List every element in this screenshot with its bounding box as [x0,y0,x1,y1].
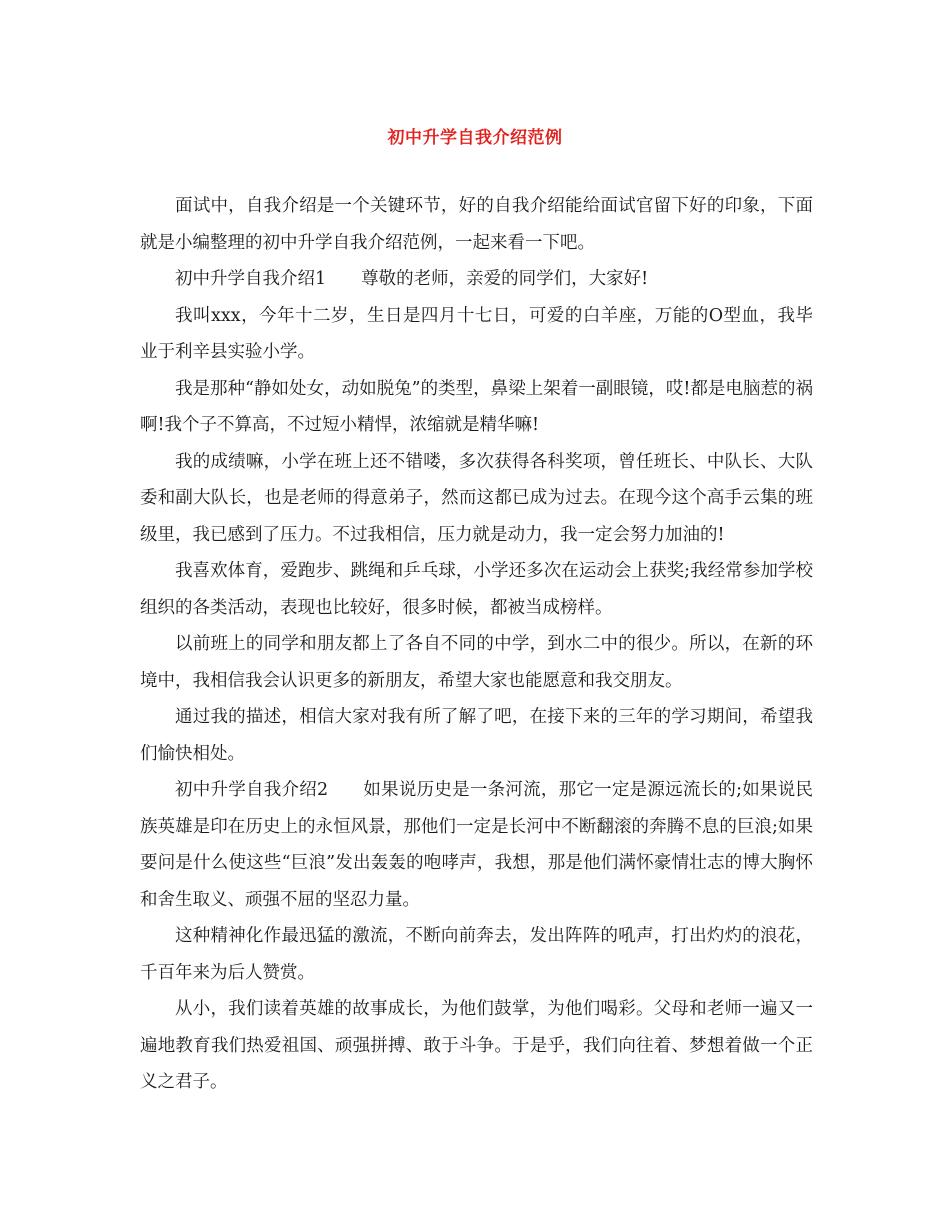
document-title: 初中升学自我介绍范例 [387,128,563,148]
paragraph [140,699,813,772]
section-heading: 初中升学自我介绍1 [175,269,327,289]
paragraph-text: 这种精神化作最迅猛的激流，不断向前奔去，发出阵阵的吼声，打出灼灼的浪花，千百年来为后人赞赏。 [140,926,813,983]
paragraph [140,371,813,444]
paragraph-text: 通过我的描述，相信大家对我有所了解了吧，在接下来的三年的学习期间，希望我们愉快相处。 [140,707,813,764]
section-heading: 初中升学自我介绍2 [175,780,329,800]
paragraph [140,553,813,626]
paragraph [140,626,813,699]
paragraph-text: 从小，我们读着英雄的故事成长，为他们鼓掌，为他们喝彩。父母和老师一遍又一遍地教育我们热爱祖国、顽强拼搏、敢于斗争。于是乎，我们向往着、梦想着做一个正义之君子。 [140,999,813,1092]
paragraph [140,298,813,371]
document-body [140,188,813,1101]
paragraph [140,918,813,991]
paragraph [140,991,813,1101]
paragraph [140,772,813,918]
paragraph-text: 以前班上的同学和朋友都上了各自不同的中学，到水二中的很少。所以，在新的环境中，我相信我会认识更多的新朋友，希望大家也能愿意和我交朋友。 [140,634,813,691]
paragraph [140,188,813,261]
paragraph-text: 我是那种“静如处女，动如脱兔”的类型，鼻梁上架着一副眼镜，哎!都是电脑惹的祸啊!我个子不算高，不过短小精悍，浓缩就是精华嘛! [140,378,813,435]
paragraph-text: 尊敬的老师，亲爱的同学们，大家好! [361,269,649,289]
paragraph [140,444,813,554]
paragraph-text: 我叫xxx，今年十二岁，生日是四月十七日，可爱的白羊座，万能的O型血，我毕业于利辛县实验小学。 [140,305,813,362]
paragraph-text: 我的成绩嘛，小学在班上还不错喽，多次获得各科奖项，曾任班长、中队长、大队委和副大队长，也是老师的得意弟子，然而这都已成为过去。在现今这个高手云集的班级里，我已感到了压力。不过我相信，压力就是动力，我一定会努力加油的! [140,451,813,545]
paragraph-text: 我喜欢体育，爱跑步、跳绳和乒乓球，小学还多次在运动会上获奖;我经常参加学校组织的各类活动，表现也比较好，很多时候，都被当成榜样。 [140,561,813,618]
paragraph-text: 如果说历史是一条河流，那它一定是源远流长的;如果说民族英雄是印在历史上的永恒风景，那他们一定是长河中不断翻滚的奔腾不息的巨浪;如果要问是什么使这些“巨浪”发出轰轰的咆哮声，我想，那是他们满怀豪情壮志的博大胸怀和舍生取义、顽强不屈的坚忍力量。 [140,780,813,910]
paragraph-text: 面试中，自我介绍是一个关键环节，好的自我介绍能给面试官留下好的印象，下面就是小编整理的初中升学自我介绍范例，一起来看一下吧。 [140,196,813,253]
paragraph [140,261,813,298]
